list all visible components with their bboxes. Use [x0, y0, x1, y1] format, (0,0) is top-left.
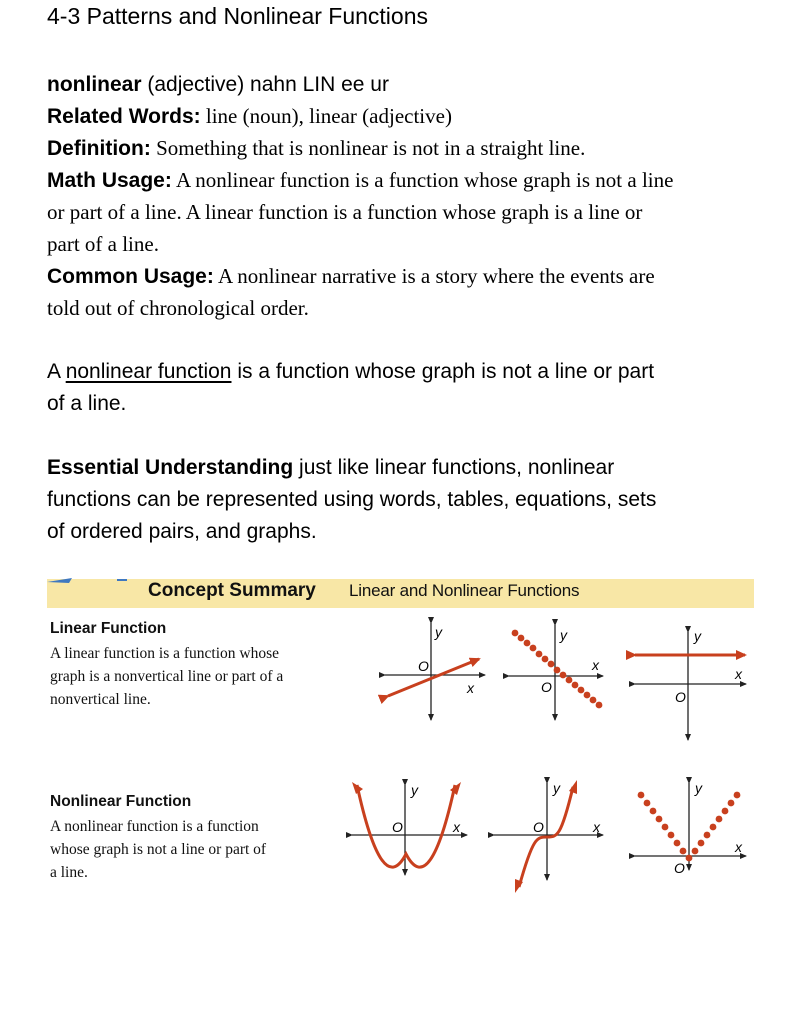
common-usage-line-2: told out of chronological order.	[47, 296, 309, 320]
vocab-word-meta: (adjective) nahn LIN ee ur	[141, 73, 389, 96]
nonlinear-desc-line: a line.	[50, 864, 88, 881]
related-words-line	[47, 104, 452, 129]
concept-summary-figure	[47, 575, 754, 895]
statement-line-2: of a line.	[47, 392, 127, 415]
common-usage-line	[47, 264, 655, 289]
origin-label: O	[418, 658, 429, 674]
linear-desc-line: graph is a nonvertical line or part of a	[50, 668, 284, 685]
page-title: 4-3 Patterns and Nonlinear Functions	[47, 3, 428, 29]
statement-line	[47, 360, 654, 384]
definition-text: Something that is nonlinear is not in a straight line.	[150, 136, 586, 160]
math-usage-line-3: part of a line.	[47, 232, 159, 256]
concept-title: Concept Summary	[148, 580, 316, 601]
axis-x-label: x	[735, 666, 742, 682]
definition-line	[47, 136, 585, 161]
origin-label: O	[674, 860, 685, 876]
nonlinear-desc-line: whose graph is not a line or part of	[50, 841, 267, 858]
essential-text: just like linear functions, nonlinear	[293, 456, 615, 479]
vocab-word-line	[47, 72, 389, 97]
axis-x-label: x	[467, 680, 474, 696]
math-usage-text: A nonlinear function is a function whose graph is not a line	[171, 168, 674, 192]
linear-graph-horizontal	[635, 628, 746, 740]
nonlinear-graph-cubic	[494, 780, 603, 893]
common-usage-label: Common Usage:	[47, 265, 214, 288]
function-graphs	[47, 575, 754, 895]
axis-y-label: y	[435, 624, 442, 640]
linear-function-heading: Linear Function	[50, 620, 167, 637]
axis-y-label: y	[411, 782, 418, 798]
nonlinear-function-heading: Nonlinear Function	[50, 793, 192, 810]
axis-x-label: x	[593, 819, 600, 835]
axis-x-label: x	[453, 819, 460, 835]
linear-desc-line: nonvertical line.	[50, 691, 151, 708]
common-usage-text: A nonlinear narrative is a story where the events are	[213, 264, 655, 288]
essential-line	[47, 456, 614, 480]
essential-line-2: functions can be represented using words, tables, equations, sets	[47, 488, 657, 511]
linear-desc-line: A linear function is a function whose	[50, 645, 280, 662]
axis-x-label: x	[592, 657, 599, 673]
origin-label: O	[541, 679, 552, 695]
axis-y-label: y	[553, 780, 560, 796]
related-text: line (noun), linear (adjective)	[200, 104, 452, 128]
linear-graph-line	[385, 623, 485, 720]
nonlinear-desc-line: A nonlinear function is a function	[50, 818, 259, 835]
vocab-word: nonlinear	[47, 73, 142, 96]
related-label: Related Words:	[47, 105, 201, 128]
nonlinear-graph-points	[635, 780, 746, 876]
axis-y-label: y	[560, 627, 567, 643]
essential-line-3: of ordered pairs, and graphs.	[47, 520, 317, 543]
statement-text: is a function whose graph is not a line or part	[231, 360, 655, 383]
concept-subtitle: Linear and Nonlinear Functions	[349, 581, 580, 600]
statement-prefix: A	[47, 360, 66, 383]
definition-label: Definition:	[47, 137, 151, 160]
statement-term: nonlinear function	[65, 360, 232, 383]
nonlinear-graph-parabola	[352, 782, 467, 875]
origin-label: O	[533, 819, 544, 835]
origin-label: O	[675, 689, 686, 705]
essential-label: Essential Understanding	[47, 456, 294, 479]
math-usage-label: Math Usage:	[47, 169, 172, 192]
math-usage-line-2: or part of a line. A linear function is a function whose graph is a line or	[47, 200, 643, 224]
math-usage-line	[47, 168, 673, 193]
axis-y-label: y	[694, 628, 701, 644]
axis-y-label: y	[695, 780, 702, 796]
origin-label: O	[392, 819, 403, 835]
linear-graph-points	[509, 625, 603, 720]
axis-x-label: x	[735, 839, 742, 855]
